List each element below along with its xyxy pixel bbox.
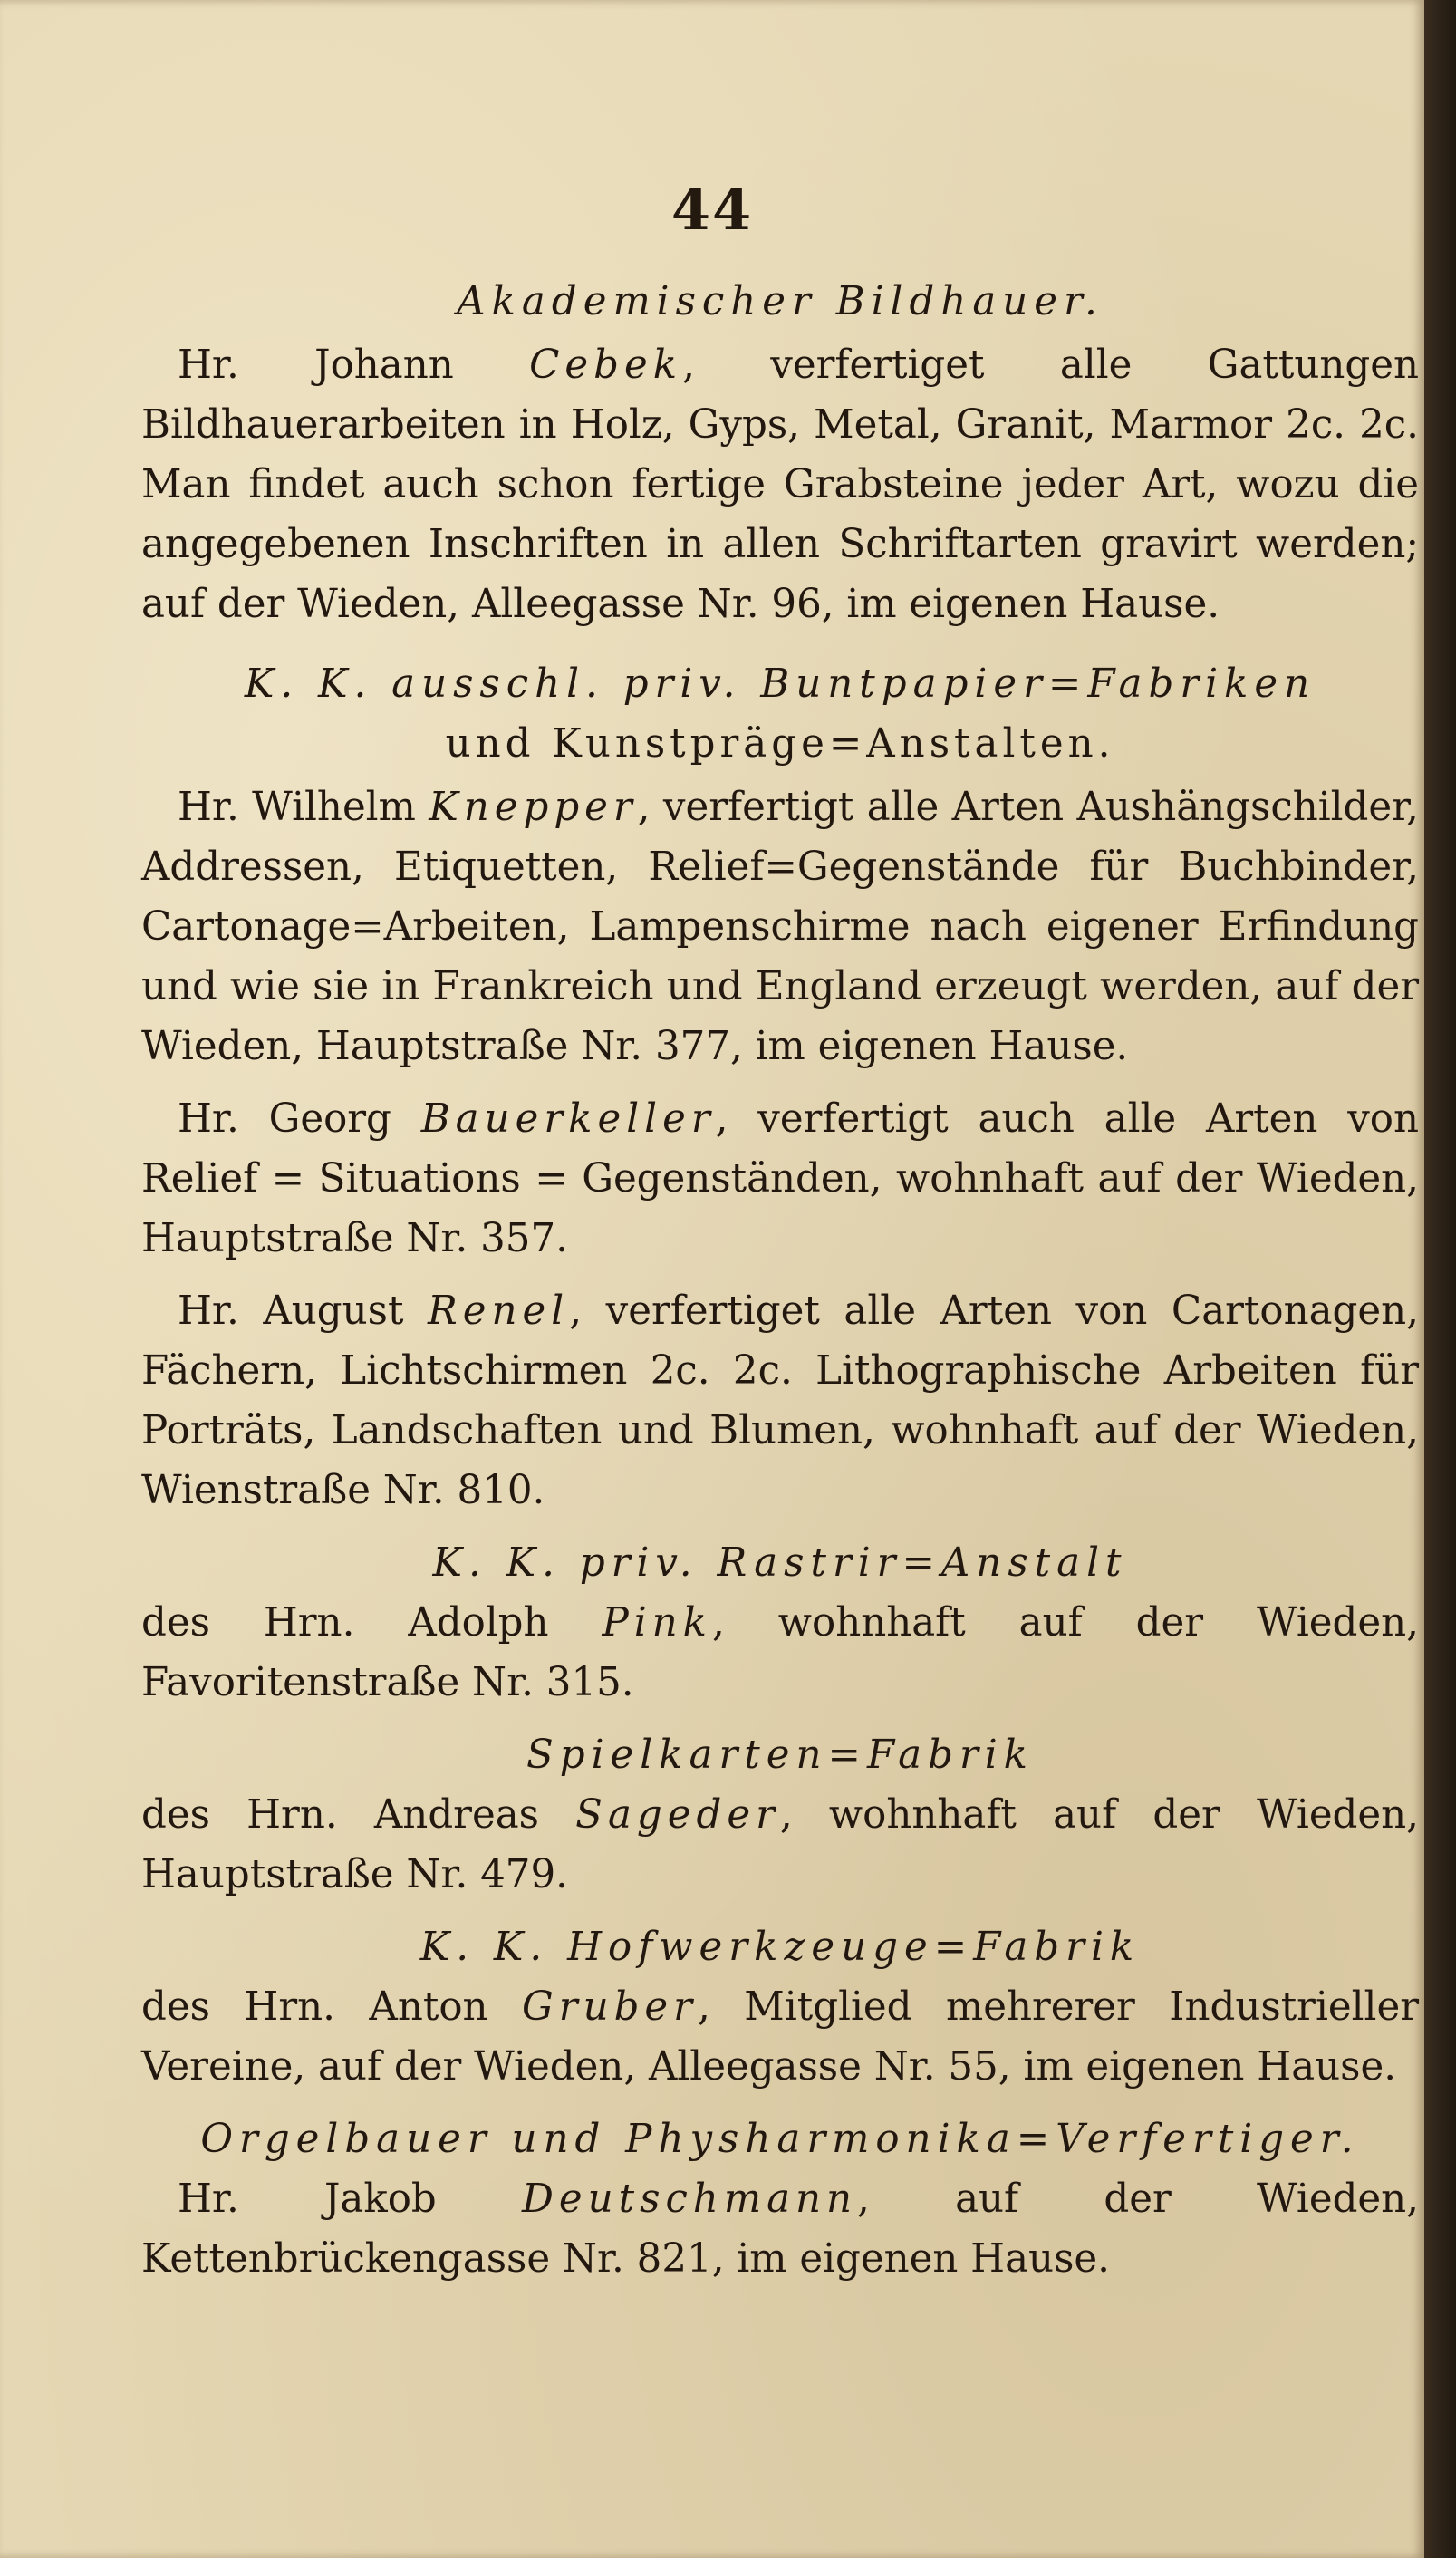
entry-name: Cebek	[529, 343, 683, 388]
entry-pink	[141, 1593, 1419, 1713]
section-heading-bildhauer: Akademischer Bildhauer.	[457, 279, 1104, 324]
entry-lead: des Hrn. Adolph	[141, 1600, 603, 1646]
entry-body: , wohnhaft auf der Wieden, Favoritenstraße Nr. 315.	[141, 1600, 1419, 1705]
entry-cebek	[141, 335, 1419, 634]
entry-body: , Mitglied mehrerer Industrieller Vereine, auf der Wieden, Alleegasse Nr. 55, im eigenen Hause.	[141, 1984, 1419, 2090]
entry-name: Knepper	[429, 785, 638, 830]
entry-name: Bauerkeller	[420, 1096, 716, 1142]
page-number: 44	[670, 177, 754, 243]
entry-sageder	[141, 1785, 1419, 1905]
entry-body: , verfertiget alle Gattungen Bildhauerarbeiten in Holz, Gyps, Metal, Granit, Marmor 2c. 2c. Man findet auch schon fertige Grabsteine jeder Art, wozu die angegebenen Inschriften in allen Schriftarten gravirt werden; auf der Wieden, Alleegasse Nr. 96, im eigenen Hause.	[141, 343, 1419, 627]
section-heading-orgelbauer: Orgelbauer und Physharmonika=Verfertiger.	[200, 2117, 1360, 2162]
entry-body: , verfertigt alle Arten Aushängschilder, Addressen, Etiquetten, Relief=Gegenstände für Buchbinder, Cartonage=Arbeiten, Lampenschirme nach eigener Erfindung und wie sie in Frankreich und England erzeugt werden, auf der Wieden, Hauptstraße Nr. 377, im eigenen Hause.	[141, 785, 1419, 1069]
entry-renel	[141, 1281, 1419, 1520]
entry-body: , verfertigt auch alle Arten von Relief = Situations = Gegenständen, wohnhaft auf der Wieden, Hauptstraße Nr. 357.	[141, 1096, 1419, 1261]
entry-name: Pink	[602, 1600, 713, 1646]
entry-lead: des Hrn. Anton	[141, 1984, 523, 2030]
section-heading-rastrir: K. K. priv. Rastrir=Anstalt	[432, 1540, 1128, 1586]
entry-body: , auf der Wieden, Kettenbrückengasse Nr. 821, im eigenen Hause.	[141, 2177, 1420, 2282]
entry-knepper	[141, 777, 1419, 1076]
entry-lead: Hr. Johann	[178, 343, 530, 388]
entry-name: Gruber	[522, 1984, 698, 2030]
entry-name: Renel	[428, 1289, 570, 1334]
page-body	[141, 272, 1419, 2289]
entry-body: , verfertiget alle Arten von Cartonagen, Fächern, Lichtschirmen 2c. 2c. Lithographische Arbeiten für Porträts, Landschaften und Blumen, wohnhaft auf der Wieden, Wienstraße Nr. 810.	[141, 1289, 1419, 1513]
entry-name: Deutschmann	[522, 2177, 858, 2222]
entry-lead: des Hrn. Andreas	[141, 1792, 576, 1838]
entry-name: Sageder	[575, 1792, 780, 1838]
entry-lead: Hr. Jakob	[178, 2177, 522, 2222]
entry-body: , wohnhaft auf der Wieden, Hauptstraße Nr. 479.	[141, 1792, 1419, 1897]
entry-bauerkeller	[141, 1089, 1419, 1269]
entry-lead: Hr. Georg	[178, 1096, 421, 1142]
entry-lead: Hr. Wilhelm	[178, 785, 429, 830]
section-heading-hofwerkzeuge: K. K. Hofwerkzeuge=Fabrik	[419, 1925, 1141, 1970]
section-heading-buntpapier: K. K. ausschl. priv. Buntpapier=Fabriken	[244, 661, 1316, 707]
section-heading-spielkarten: Spielkarten=Fabrik	[526, 1733, 1035, 1778]
entry-gruber	[141, 1977, 1419, 2097]
entry-lead: Hr. August	[178, 1289, 429, 1334]
entry-deutschmann	[141, 2169, 1419, 2289]
section-subheading-kunstpraege: und Kunstpräge=Anstalten.	[445, 721, 1115, 767]
page-edge-shadow	[1424, 0, 1456, 2558]
